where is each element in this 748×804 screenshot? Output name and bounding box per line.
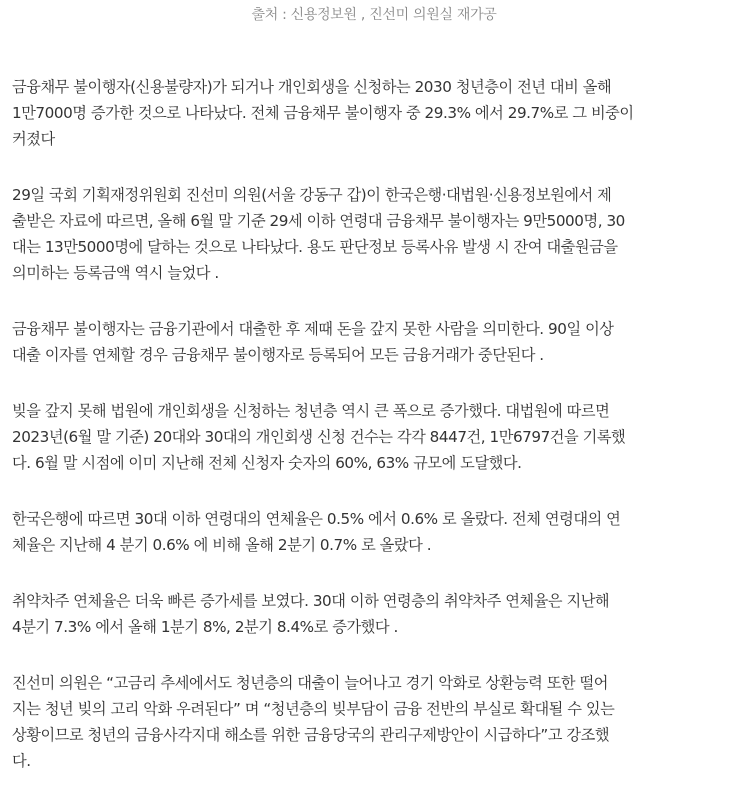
image-caption: 출처 : 신용정보원 , 진선미 의원실 재가공 xyxy=(251,7,497,23)
paragraph-4: 빚을 갚지 못해 법원에 개인회생을 신청하는 청년층 역시 큰 폭으로 증가했다. 대법원에 따르면 2023년(6월 말 기준) 20대와 30대의 개인회생 신청 건수는 각각 8447건, 1만6797건을 기록했 다. 6월 말 시점에 이미 지난해 전체 신청자 숫자의 60%, 63% 규모에 도달했다. xyxy=(12,402,626,472)
paragraph-7: 진선미 의원은 “고금리 추세에서도 청년층의 대출이 늘어나고 경기 악화로 상환능력 또한 떨어 지는 청년 빚의 고리 악화 우려된다” 며 “청년층의 빚부담이 금융 전반의 부실로 확대될 수 있는 상황이므로 청년의 금융사각지대 해소를 위한 금융당국의 관리구제방안이 시급하다”고 강조했 다. xyxy=(12,674,615,770)
paragraph-1: 금융채무 불이행자(신용불량자)가 되거나 개인회생을 신청하는 2030 청년층이 전년 대비 올해 1만7000명 증가한 것으로 나타났다. 전체 금융채무 불이행자 중 29.3% 에서 29.7%로 그 비중이 커졌다 xyxy=(12,78,634,148)
paragraph-2: 29일 국회 기획재정위원회 진선미 의원(서울 강동구 갑)이 한국은행·대법원·신용정보원에서 제 출받은 자료에 따르면, 올해 6월 말 기준 29세 이하 연령대 금융채무 불이행자는 9만5000명, 30 대는 13만5000명에 달하는 것으로 나타났다. 용도 판단정보 등록사유 발생 시 잔여 대출원금을 의미하는 등록금액 역시 늘었다 . xyxy=(12,186,625,282)
paragraph-5: 한국은행에 따르면 30대 이하 연령대의 연체율은 0.5% 에서 0.6% 로 올랐다. 전체 연령대의 연 체율은 지난해 4 분기 0.6% 에 비해 올해 2분기 0.7% 로 올랐다 . xyxy=(12,510,621,554)
paragraph-6: 취약차주 연체율은 더욱 빠른 증가세를 보였다. 30대 이하 연령층의 취약차주 연체율은 지난해 4분기 7.3% 에서 올해 1분기 8%, 2분기 8.4%로 증가했다 . xyxy=(12,592,610,636)
paragraph-3: 금융채무 불이행자는 금융기관에서 대출한 후 제때 돈을 갚지 못한 사람을 의미한다. 90일 이상 대출 이자를 연체할 경우 금융채무 불이행자로 등록되어 모든 금융거래가 중단된다 . xyxy=(12,320,614,364)
article-body xyxy=(12,74,738,804)
